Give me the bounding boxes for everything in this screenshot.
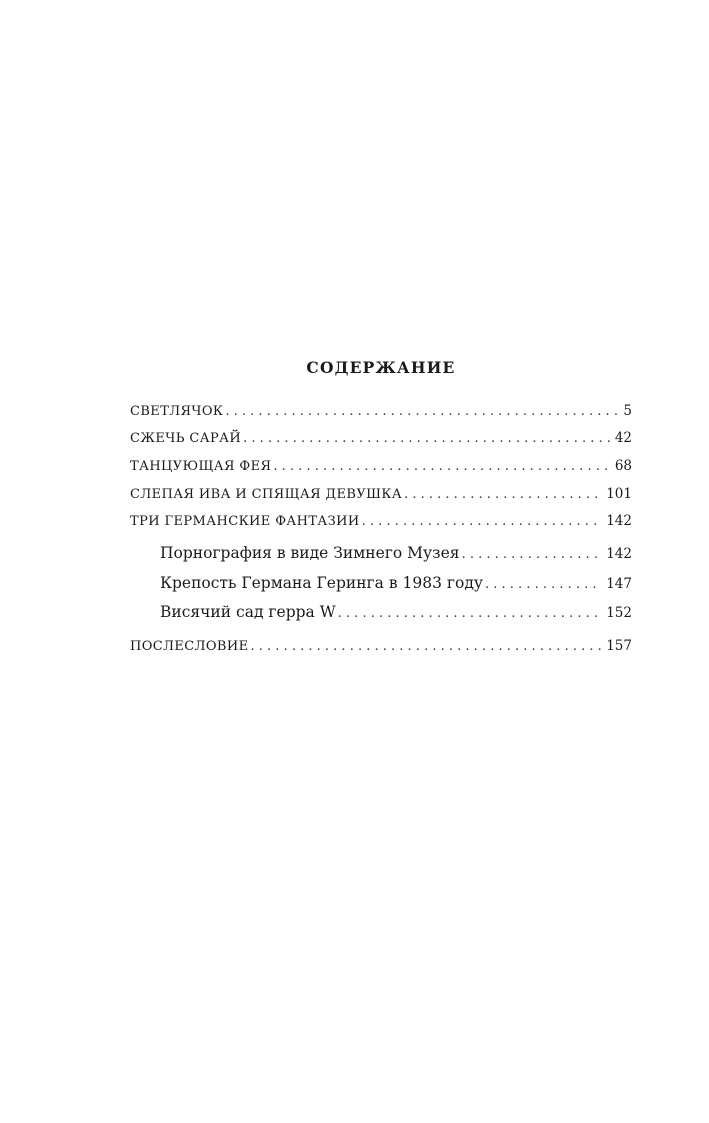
toc-subentry[interactable] <box>160 574 632 596</box>
toc-subentry-title: Висячий сад герра W <box>160 603 336 621</box>
toc-entry-title: ТРИ ГЕРМАНСКИЕ ФАНТАЗИИ <box>130 514 360 529</box>
toc-entry-page: 101 <box>606 486 632 502</box>
toc-entry[interactable] <box>130 638 632 660</box>
toc-entry-title: СЖЕЧЬ САРАЙ <box>130 431 242 446</box>
dot-leader <box>243 431 611 446</box>
toc-entry-page: 42 <box>614 430 632 446</box>
toc-entry-page: 157 <box>606 638 632 654</box>
toc-subentry-page: 147 <box>606 576 632 592</box>
toc-entry-title: СЛЕПАЯ ИВА И СПЯЩАЯ ДЕВУШКА <box>130 487 403 502</box>
toc-entry-title: СВЕТЛЯЧОК <box>130 404 224 419</box>
toc-subentry-page: 152 <box>606 605 632 621</box>
toc-subentry-page: 142 <box>606 546 632 562</box>
toc-entry[interactable] <box>130 486 632 508</box>
dot-leader <box>485 577 602 592</box>
toc-entry[interactable] <box>130 430 632 452</box>
toc-entry[interactable] <box>130 458 632 480</box>
dot-leader <box>273 459 610 474</box>
toc-entry-page: 68 <box>614 458 632 474</box>
dot-leader <box>404 487 602 502</box>
toc-subentry-title: Крепость Германа Геринга в 1983 году <box>160 574 483 592</box>
toc-subentry[interactable] <box>160 544 632 566</box>
dot-leader <box>251 639 603 654</box>
toc-entry-title: ПОСЛЕСЛОВИЕ <box>130 639 249 654</box>
toc-entry-page: 5 <box>623 403 632 419</box>
page-title: СОДЕРЖАНИЕ <box>306 358 456 377</box>
dot-leader <box>462 547 603 562</box>
toc-entry-title: ТАНЦУЮЩАЯ ФЕЯ <box>130 459 272 474</box>
toc-entry-page: 142 <box>606 513 632 529</box>
toc-subentry-title: Порнография в виде Зимнего Музея <box>160 544 460 562</box>
dot-leader <box>225 404 619 419</box>
toc-subentry[interactable] <box>160 603 632 625</box>
toc-entry[interactable] <box>130 403 632 425</box>
dot-leader <box>362 514 603 529</box>
dot-leader <box>338 606 603 621</box>
toc-entry[interactable] <box>130 513 632 535</box>
